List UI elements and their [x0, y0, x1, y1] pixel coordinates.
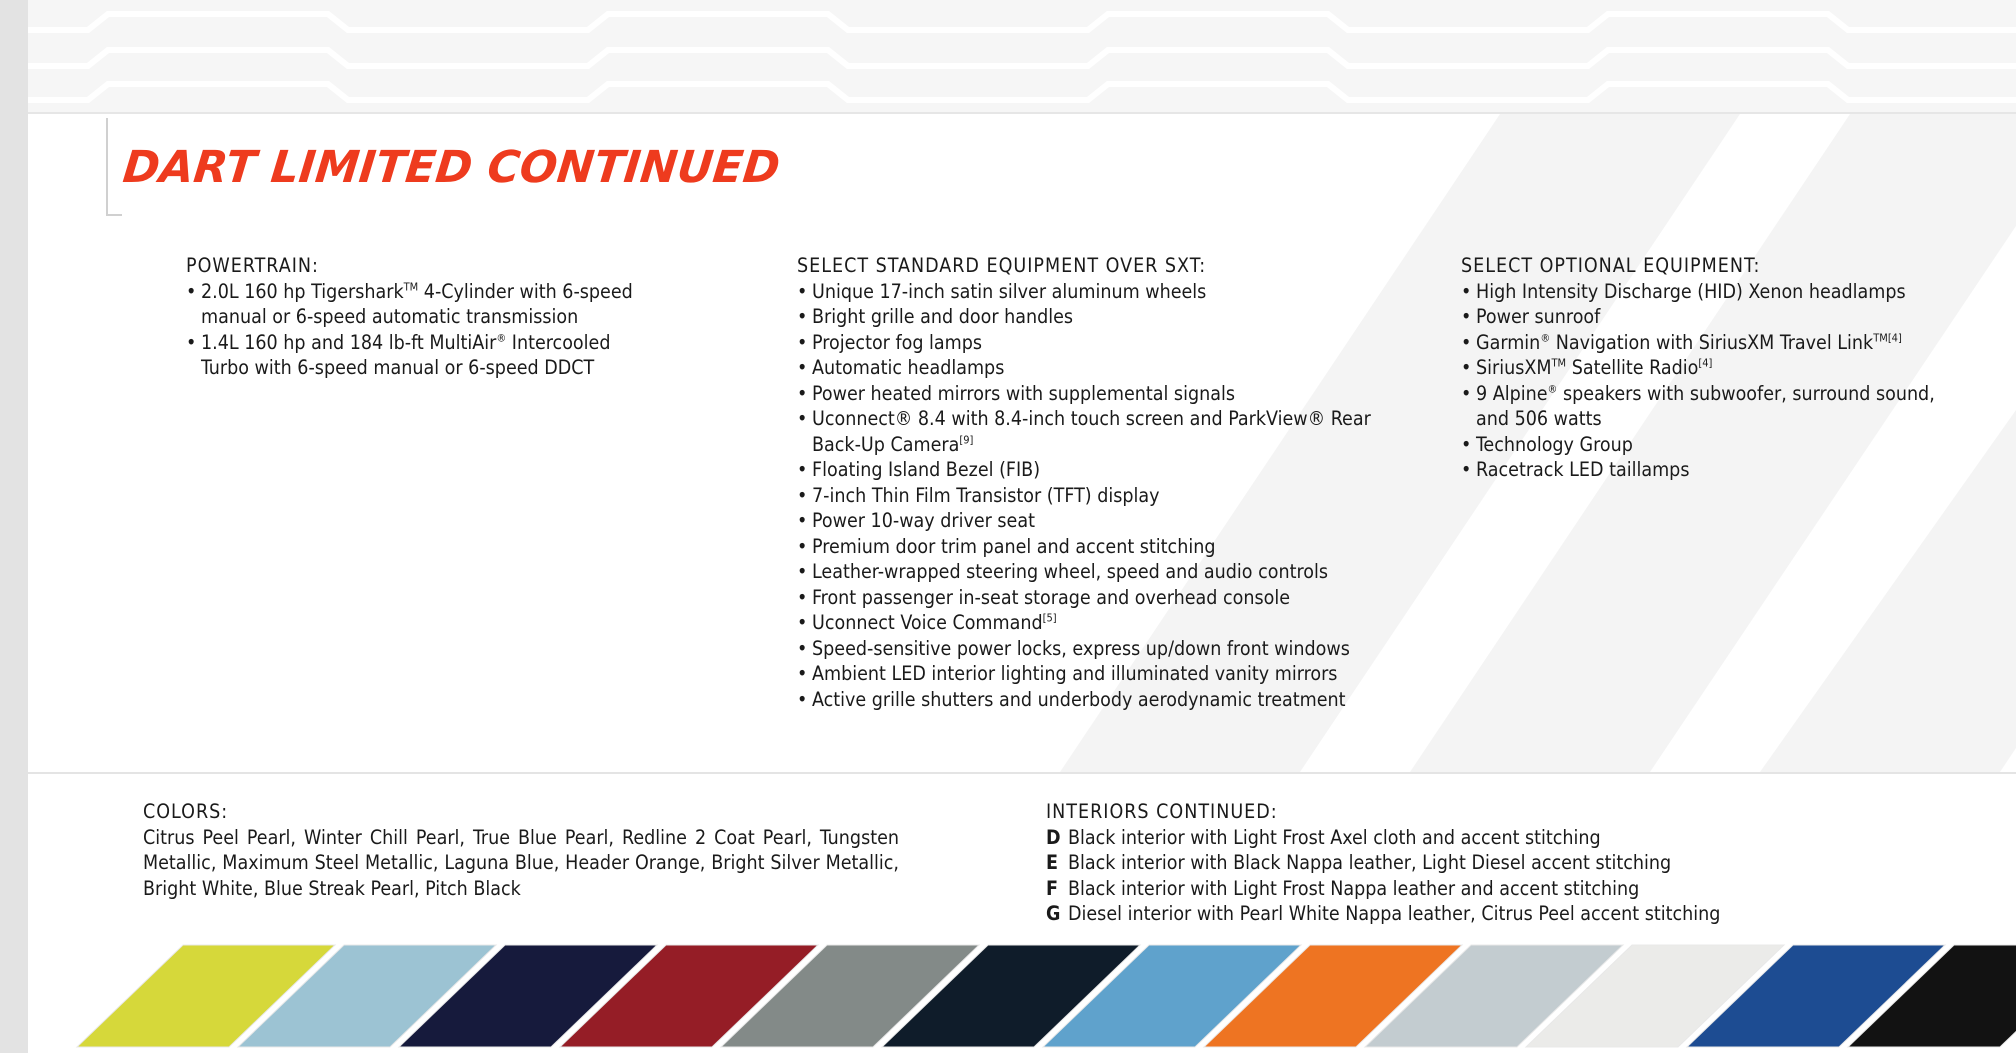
list-item: • Projector fog lamps [797, 330, 1417, 356]
interior-row: E Black interior with Black Nappa leather, Light Diesel accent stitching [1046, 851, 1672, 874]
list-item: • Premium door trim panel and accent stitching [797, 534, 1417, 560]
interiors-heading: INTERIORS CONTINUED: [1046, 800, 1278, 823]
colors-list: Citrus Peel Pearl, Winter Chill Pearl, True Blue Pearl, Redline 2 Coat Pearl, Tungsten Metallic, Maximum Steel Metallic, Laguna Blue, Header Orange, Bright Silver Metallic, Bright White, Blue Streak Pearl, Pitch Black [143, 825, 899, 900]
list-item: • High Intensity Discharge (HID) Xenon headlamps [1461, 279, 1981, 305]
list-item: • Speed-sensitive power locks, express up/down front windows [797, 636, 1417, 662]
page-title: DART LIMITED CONTINUED [120, 142, 783, 193]
interior-row: G Diesel interior with Pearl White Nappa leather, Citrus Peel accent stitching [1046, 902, 1721, 925]
list-item: • Technology Group [1461, 432, 1981, 458]
interior-row: F Black interior with Light Frost Nappa leather and accent stitching [1046, 876, 1640, 900]
list-item: • Racetrack LED taillamps [1461, 457, 1981, 483]
list-item: • Garmin® Navigation with SiriusXM Travel Link$^{TM[4]}$ [1461, 330, 1981, 356]
list-item: • Floating Island Bezel (FIB) [797, 457, 1417, 483]
list-item: • 9 Alpine® speakers with subwoofer, surround sound, and 506 watts [1461, 381, 1981, 432]
powertrain-item: • 2.0L 160 hp Tigershark™ 4-Cylinder with 6-speed manual or 6-speed automatic transmission [186, 279, 706, 330]
list-item: • Ambient LED interior lighting and illuminated vanity mirrors [797, 661, 1417, 687]
list-item: • Power heated mirrors with supplemental signals [797, 381, 1417, 407]
standard-equipment-heading: SELECT STANDARD EQUIPMENT OVER SXT: [797, 254, 1207, 277]
interior-code: F [1046, 876, 1058, 900]
list-item: • Power 10-way driver seat [797, 508, 1417, 534]
list-item: • Uconnect® 8.4 with 8.4-inch touch screen and ParkView® Rear Back-Up Camera[9] [797, 406, 1417, 457]
interior-row: D Black interior with Light Frost Axel cloth and accent stitching [1046, 825, 1601, 849]
interior-code: D [1046, 825, 1061, 849]
list-item: • SiriusXM™ Satellite Radio[4] [1461, 355, 1981, 381]
colors-heading: COLORS: [143, 800, 229, 823]
list-item: • Uconnect Voice Command[5] [797, 610, 1417, 636]
list-item: • Bright grille and door handles [797, 304, 1417, 330]
list-item: • Active grille shutters and underbody aerodynamic treatment [797, 687, 1417, 713]
list-item: • Unique 17-inch satin silver aluminum wheels [797, 279, 1417, 305]
interior-code: E [1046, 851, 1058, 874]
powertrain-heading: POWERTRAIN: [186, 254, 319, 277]
optional-equipment-heading: SELECT OPTIONAL EQUIPMENT: [1461, 254, 1761, 277]
interior-code: G [1046, 902, 1061, 925]
list-item: • 7-inch Thin Film Transistor (TFT) display [797, 483, 1417, 509]
powertrain-item: • 1.4L 160 hp and 184 lb-ft MultiAir® Intercooled Turbo with 6-speed manual or 6-speed DDCT [186, 330, 706, 381]
list-item: • Front passenger in-seat storage and overhead console [797, 585, 1417, 611]
list-item: • Power sunroof [1461, 304, 1981, 330]
list-item: • Automatic headlamps [797, 355, 1417, 381]
list-item: • Leather-wrapped steering wheel, speed and audio controls [797, 559, 1417, 585]
